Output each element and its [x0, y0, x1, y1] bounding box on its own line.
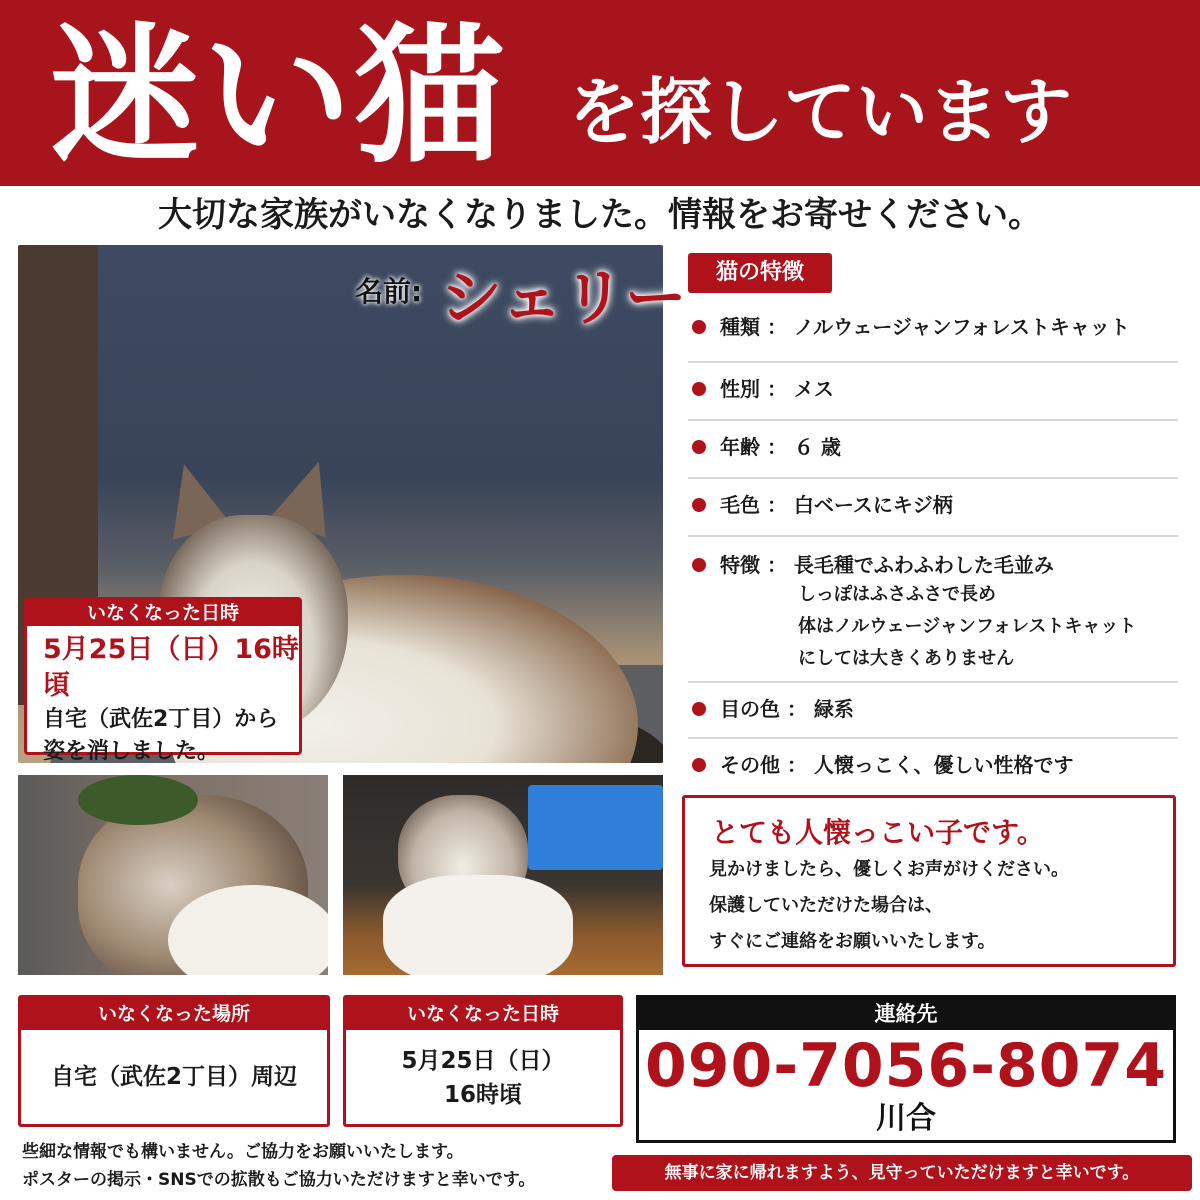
feature-row: 特徴 ： 長毛種でふわふわした毛並み しっぽはふさふさで長め 体はノルウェージャンフォレストキャット にしては大きくありません: [688, 537, 1178, 683]
missing-place-box: [18, 995, 330, 1127]
missing-date-box-time: 16時頃: [443, 1082, 522, 1108]
missing-status-line: 姿を消しました。: [43, 739, 220, 764]
bullet-icon: [692, 558, 706, 572]
bullet-icon: [692, 702, 706, 716]
footer-note: 些細な情報でも構いません。ご協力をお願いいたします。 ポスターの掲示・SNSでの拡散もご協力いただけますと幸いです。: [22, 1142, 536, 1190]
cat-photo-side: [18, 775, 328, 975]
feature-row: 種類 ： ノルウェージャンフォレストキャット: [688, 305, 1178, 363]
poster-header: [0, 0, 1200, 186]
feature-row: 毛色 ： 白ベースにキジ柄: [688, 479, 1178, 537]
cat-name-label: 名前:: [355, 275, 423, 308]
poster-title: 迷い猫: [50, 10, 507, 184]
cat-name: シェリー: [440, 261, 687, 334]
missing-date-box-heading: いなくなった日時: [346, 998, 620, 1030]
contact-phone[interactable]: 090-7056-8074: [644, 1031, 1168, 1101]
bullet-icon: [692, 758, 706, 772]
bullet-icon: [692, 320, 706, 334]
footer-banner: 無事に家に帰れますよう、見守っていただけますと幸いです。: [612, 1155, 1192, 1191]
feature-row: 年齢 ： ６ 歳: [688, 421, 1178, 479]
missing-date-overlay: [24, 597, 302, 764]
contact-name: 川合: [876, 1101, 936, 1136]
friendly-title: とても人懐っこい子です。: [711, 816, 1045, 849]
bullet-icon: [692, 382, 706, 396]
cat-photo-front: [343, 775, 663, 975]
friendly-message-box: とても人懐っこい子です。 見かけましたら、優しくお声がけください。 保護していただけた場合は、 すぐにご連絡をお願いいたします。: [682, 795, 1176, 967]
missing-date-box: [343, 995, 623, 1127]
poster-subtitle: 大切な家族がいなくなりました。情報をお寄せください。: [158, 195, 1042, 235]
features-heading: 猫の特徴: [688, 253, 832, 293]
missing-place-heading: いなくなった場所: [21, 998, 327, 1030]
missing-place-value: 自宅（武佐2丁目）周辺: [50, 1064, 297, 1090]
feature-row: その他 ： 人懐っこく、優しい性格です: [688, 739, 1178, 791]
poster-title-suffix: を探しています: [568, 70, 1073, 154]
bullet-icon: [692, 498, 706, 512]
contact-box: [636, 995, 1176, 1143]
features-list: [688, 305, 1178, 791]
missing-location-line: 自宅（武佐2丁目）から: [43, 707, 279, 732]
contact-heading: 連絡先: [639, 998, 1173, 1030]
feature-row: 性別 ： メス: [688, 363, 1178, 421]
missing-date-value: 5月25日（日）16時頃: [43, 634, 299, 701]
missing-date-heading: いなくなった日時: [27, 600, 299, 626]
bullet-icon: [692, 440, 706, 454]
missing-date-box-date: 5月25日（日）: [401, 1048, 565, 1074]
feature-row: 目の色 ： 緑系: [688, 683, 1178, 739]
